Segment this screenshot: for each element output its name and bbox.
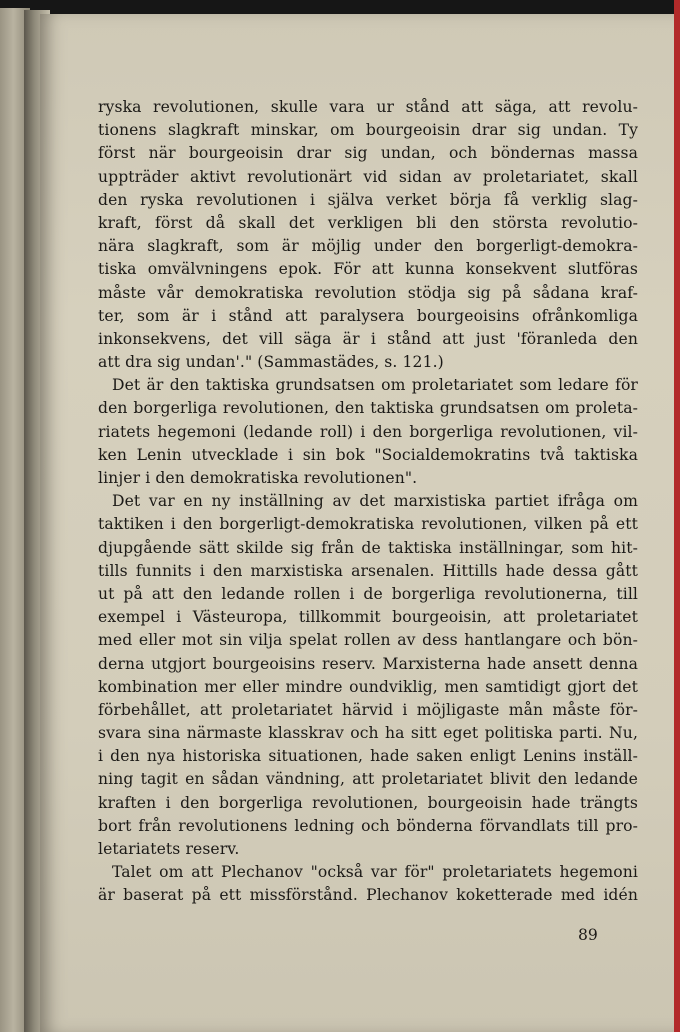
text-line: tills funnits i den marxistiska arsenalen. Hittills hade dessa gått bbox=[98, 561, 638, 580]
text-line: riatets hegemoni (ledande roll) i den borgerliga revolutionen, vil- bbox=[98, 422, 638, 441]
text-line: är baserat på ett missförstånd. Plechanov koketterade med idén bbox=[98, 886, 638, 905]
text-line: i den nya historiska situationen, hade saken enligt Lenins inställ- bbox=[98, 747, 638, 766]
text-line: ning tagit en sådan vändning, att proletariatet blivit den ledande bbox=[98, 770, 638, 789]
text-line: ryska revolutionen, skulle vara ur stånd att säga, att revolu- bbox=[98, 98, 638, 116]
text-line: den ryska revolutionen i själva verket börja få verklig slag- bbox=[98, 190, 638, 209]
text-line: Det är den taktiska grundsatsen om proletariatet som ledare för bbox=[112, 376, 638, 395]
text-line: kraft, först då skall det verkligen bli den största revolutio- bbox=[98, 213, 638, 232]
text-line: exempel i Västeuropa, tillkommit bourgeoisin, att proletariatet bbox=[98, 608, 638, 627]
text-line: förbehållet, att proletariatet härvid i möjligaste mån måste för- bbox=[98, 700, 638, 719]
text-line: att dra sig undan'." (Sammastädes, s. 121.) bbox=[98, 353, 444, 372]
text-line: kombination mer eller mindre oundviklig, men samtidigt gjort det bbox=[98, 677, 638, 696]
text-line: letariatets reserv. bbox=[98, 840, 240, 858]
text-line: måste vår demokratiska revolution stödja sig på sådana kraf- bbox=[98, 283, 638, 302]
text-line: bort från revolutionens ledning och bönderna förvandlats till pro- bbox=[98, 816, 638, 835]
text-line: Talet om att Plechanov "också var för" proletariatets hegemoni bbox=[112, 863, 638, 882]
text-line: nära slagkraft, som är möjlig under den borgerligt-demokra- bbox=[98, 237, 638, 256]
book-page bbox=[40, 14, 680, 1032]
text-line: inkonsekvens, det vill säga är i stånd att just 'föranleda den bbox=[98, 329, 638, 348]
text-line: ter, som är i stånd att paralysera bourgeoisins ofrånkomliga bbox=[98, 306, 638, 325]
text-line: svara sina närmaste klasskrav och ha sitt eget politiska parti. Nu, bbox=[98, 724, 638, 743]
text-line: först när bourgeoisin drar sig undan, och böndernas massa bbox=[98, 144, 638, 163]
text-line: taktiken i den borgerligt-demokratiska revolutionen, vilken på ett bbox=[98, 515, 638, 534]
text-line: uppträder aktivt revolutionärt vid sidan av proletariatet, skall bbox=[98, 167, 638, 186]
text-line: ut på att den ledande rollen i de borgerliga revolutionerna, till bbox=[98, 584, 638, 603]
text-line: tionens slagkraft minskar, om bourgeoisin drar sig undan. Ty bbox=[98, 121, 638, 140]
text-line: den borgerliga revolutionen, den taktiska grundsatsen om proleta- bbox=[98, 399, 638, 418]
text-line: Det var en ny inställning av det marxistiska partiet ifråga om bbox=[112, 492, 638, 511]
text-line: ken Lenin utvecklade i sin bok "Socialdemokratins två taktiska bbox=[98, 445, 638, 464]
text-line: kraften i den borgerliga revolutionen, bourgeoisin hade trängts bbox=[98, 793, 638, 812]
body-text bbox=[98, 96, 638, 908]
text-line: djupgående sätt skilde sig från de taktiska inställningar, som hit- bbox=[98, 538, 638, 557]
page-number: 89 bbox=[578, 926, 598, 944]
text-line: med eller mot sin vilja spelat rollen av dess hantlangare och bön- bbox=[98, 631, 638, 650]
text-line: tiska omvälvningens epok. För att kunna konsekvent slutföras bbox=[98, 260, 638, 279]
text-line: linjer i den demokratiska revolutionen". bbox=[98, 469, 418, 487]
text-line: derna utgjort bourgeoisins reserv. Marxisterna hade ansett denna bbox=[98, 654, 638, 673]
cover-edge bbox=[674, 0, 680, 1032]
